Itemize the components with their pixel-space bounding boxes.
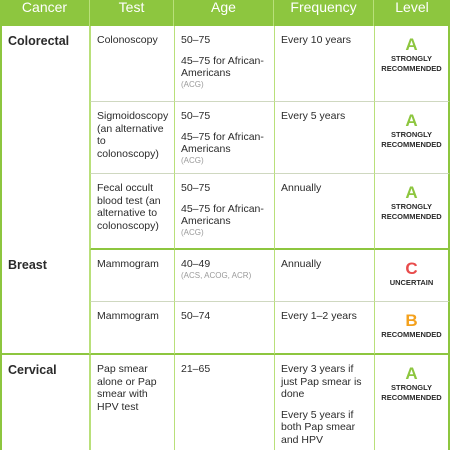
- level-cell: [374, 250, 450, 302]
- cancer-breast: Breast: [0, 250, 90, 355]
- age-value-2: 45–75 for African-Americans: [181, 130, 264, 155]
- test-cell: Fecal occult blood test (an alternative to colonoscopy): [90, 174, 174, 250]
- age-value: 50–75: [181, 110, 211, 122]
- cancer-colorectal: Colorectal: [0, 26, 90, 250]
- age-note: (ACG): [181, 227, 204, 237]
- grade-a: A: [405, 111, 418, 130]
- frequency-cell: Every 1–2 years: [274, 302, 374, 355]
- age-cell: 21–65: [174, 355, 274, 450]
- level-cell: [374, 174, 450, 250]
- grade-label: STRONGLY RECOMMENDED: [381, 54, 442, 73]
- grade-c: C: [405, 259, 418, 278]
- level-cell: [374, 102, 450, 174]
- grade-a: A: [405, 183, 418, 202]
- grade-label: UNCERTAIN: [389, 278, 434, 287]
- cancer-cervical: Cervical: [0, 355, 90, 450]
- age-value-2: 45–75 for African-Americans: [181, 202, 264, 227]
- age-cell: [174, 174, 274, 250]
- header-age: Age: [174, 0, 274, 26]
- frequency-cell: Annually: [274, 250, 374, 302]
- frequency-cell: Every 5 years: [274, 102, 374, 174]
- age-note: (ACG): [181, 155, 204, 165]
- frequency-cell: Annually: [274, 174, 374, 250]
- level-cell: [374, 26, 450, 102]
- test-cell: Sigmoidoscopy (an alternative to colonoscopy): [90, 102, 174, 174]
- age-cell: [174, 250, 274, 302]
- grade-label: RECOMMENDED: [381, 330, 442, 339]
- level-cell: [374, 302, 450, 355]
- frequency-value-2: Every 5 years if both Pap smear and HPV: [281, 408, 356, 446]
- header-level: Level: [374, 0, 450, 26]
- frequency-cell: Every 10 years: [274, 26, 374, 102]
- level-cell: [374, 355, 450, 450]
- age-value: 50–75: [181, 34, 211, 46]
- age-value-2: 45–75 for African-Americans: [181, 54, 264, 79]
- header-cancer: Cancer: [0, 0, 90, 26]
- header-test: Test: [90, 0, 174, 26]
- age-value: 40–49: [181, 258, 211, 270]
- test-cell: Pap smear alone or Pap smear with HPV test: [90, 355, 174, 450]
- test-cell: Colonoscopy: [90, 26, 174, 102]
- grade-label: STRONGLY RECOMMENDED: [381, 383, 442, 402]
- grade-b: B: [405, 311, 418, 330]
- test-cell: Mammogram: [90, 302, 174, 355]
- grade-a: A: [405, 364, 418, 383]
- frequency-cell: [274, 355, 374, 450]
- age-cell: 50–74: [174, 302, 274, 355]
- age-value: 50–75: [181, 182, 211, 194]
- age-cell: [174, 102, 274, 174]
- grade-label: STRONGLY RECOMMENDED: [381, 130, 442, 149]
- age-note: (ACG): [181, 79, 204, 89]
- grade-label: STRONGLY RECOMMENDED: [381, 202, 442, 221]
- age-note: (ACS, ACOG, ACR): [181, 270, 252, 280]
- test-cell: Mammogram: [90, 250, 174, 302]
- header-frequency: Frequency: [274, 0, 374, 26]
- frequency-value: Every 3 years if just Pap smear is done: [281, 363, 362, 400]
- grade-a: A: [405, 35, 418, 54]
- age-cell: [174, 26, 274, 102]
